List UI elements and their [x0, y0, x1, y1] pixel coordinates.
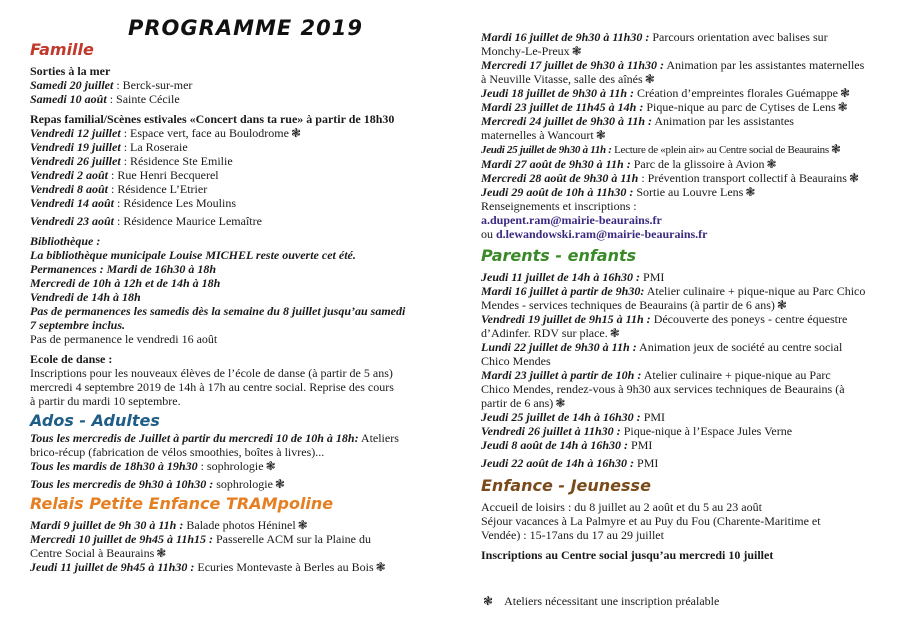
- list-item: Vendredi 26 juillet à 11h30 : Pique-nique à l’Espace Jules Verne: [481, 424, 793, 438]
- flower-mark-icon: ❃: [745, 185, 756, 199]
- list-item: Mercredi 28 août de 9h30 à 11h : Prévention transport collectif à Beaurains ❃: [481, 171, 860, 185]
- list-item: Mardi 23 juillet à partir de 10h : Atelier culinaire + pique-nique au Parc: [481, 368, 831, 382]
- list-item: Jeudi 29 août de 10h à 11h30 : Sortie au Louvre Lens ❃: [481, 185, 756, 199]
- flower-mark-icon: ❃: [483, 594, 494, 608]
- biblio-line: Mercredi de 10h à 12h et de 14h à 18h: [30, 276, 221, 290]
- inscriptions-note: Inscriptions au Centre social jusqu’au mercredi 10 juillet: [481, 548, 774, 562]
- footer-text: Ateliers nécessitant une inscription préalable: [504, 594, 720, 608]
- danse-line: à partir du mardi 10 septembre.: [30, 394, 181, 408]
- section-heading-enfance: Enfance - Jeunesse: [481, 476, 651, 495]
- list-item: Vendredi 8 août : Résidence L’Etrier: [30, 182, 208, 196]
- list-item: Tous les mercredis de 9h30 à 10h30 : sophrologie ❃: [30, 477, 285, 491]
- list-item: Samedi 20 juillet : Berck-sur-mer: [30, 78, 193, 92]
- flower-mark-icon: ❃: [776, 298, 787, 312]
- email-link-2[interactable]: d.lewandowski.ram@mairie-beaurains.fr: [496, 227, 708, 241]
- list-item: Jeudi 25 juillet de 14h à 16h30 : PMI: [481, 410, 666, 424]
- right-column: [481, 30, 873, 562]
- list-item: Vendredi 19 juillet : La Roseraie: [30, 140, 188, 154]
- section-heading-ados: Ados - Adultes: [30, 411, 160, 430]
- flower-mark-icon: ❃: [375, 560, 386, 574]
- flower-mark-icon: ❃: [290, 126, 302, 140]
- list-item: Jeudi 18 juillet de 9h30 à 11h : Création d’empreintes florales Guémappe ❃: [481, 86, 851, 100]
- section-heading-parents: Parents - enfants: [481, 246, 637, 265]
- flower-mark-icon: ❃: [297, 518, 308, 532]
- list-item: Tous les mardis de 18h30 à 19h30 : sophrologie ❃: [30, 459, 276, 473]
- list-item-cont: Mendes - services techniques de Beaurains (à partir de 6 ans) ❃: [481, 298, 787, 312]
- list-item: Jeudi 25 juillet de 9h30 à 11h : Lecture de «plein air» au Centre social de Beaurains ❃: [481, 142, 841, 156]
- list-item: Mardi 23 juillet de 11h45 à 14h : Pique-nique au parc de Cytises de Lens ❃: [481, 100, 848, 114]
- biblio-line: La bibliothèque municipale Louise MICHEL reste ouverte cet été.: [30, 248, 356, 262]
- enfance-line: Accueil de loisirs : du 8 juillet au 2 août et du 5 au 23 août: [481, 500, 762, 514]
- flower-mark-icon: ❃: [848, 171, 860, 185]
- list-item: Vendredi 19 juillet de 9h15 à 11h : Découverte des poneys - centre équestre: [481, 312, 848, 326]
- list-item-cont: maternelles à Wancourt ❃: [481, 128, 606, 142]
- flower-mark-icon: ❃: [156, 546, 167, 560]
- page-title: PROGRAMME 2019: [128, 16, 363, 40]
- flower-mark-icon: ❃: [555, 396, 566, 410]
- list-item: Jeudi 11 juillet de 9h45 à 11h30 : Ecuries Montevaste à Berles au Bois ❃: [30, 560, 386, 574]
- list-item: Mardi 16 juillet de 9h30 à 11h30 : Parcours orientation avec balises sur: [481, 30, 828, 44]
- list-item: Mardi 27 août de 9h30 à 11h : Parc de la glissoire à Avion ❃: [481, 157, 777, 171]
- footer-legend: [481, 594, 719, 609]
- email-line-2: ou d.lewandowski.ram@mairie-beaurains.fr: [481, 227, 708, 241]
- flower-mark-icon: ❃: [837, 100, 848, 114]
- list-item-cont: Centre Social à Beaurains ❃: [30, 546, 167, 560]
- flower-mark-icon: ❃: [609, 326, 620, 340]
- list-item: Vendredi 26 juillet : Résidence Ste Emilie: [30, 154, 233, 168]
- flower-mark-icon: ❃: [644, 72, 655, 86]
- biblio-line: Vendredi de 14h à 18h: [30, 290, 141, 304]
- flower-mark-icon: ❃: [595, 128, 606, 142]
- list-item: Mercredi 10 juillet de 9h45 à 11h15 : Passerelle ACM sur la Plaine du: [30, 532, 371, 546]
- flower-mark-icon: ❃: [839, 86, 851, 100]
- list-item-cont: à Neuville Vitasse, salle des aînés ❃: [481, 72, 655, 86]
- section-heading-famille: Famille: [30, 40, 94, 59]
- contact-label: Renseignements et inscriptions :: [481, 199, 637, 213]
- biblio-heading: Bibliothèque :: [30, 234, 101, 248]
- sorties-heading: Sorties à la mer: [30, 64, 111, 78]
- list-item: Jeudi 8 août de 14h à 16h30 : PMI: [481, 438, 653, 452]
- danse-line: mercredi 4 septembre 2019 de 14h à 17h au centre social. Reprise des cours: [30, 380, 394, 394]
- section-heading-rpe: Relais Petite Enfance TRAMpoline: [30, 494, 334, 513]
- biblio-line: Permanences : Mardi de 16h30 à 18h: [30, 262, 216, 276]
- flower-mark-icon: ❃: [274, 477, 285, 491]
- list-item-cont: brico-récup (fabrication de vélos smoothies, boîtes à livres)...: [30, 445, 325, 459]
- flower-mark-icon: ❃: [766, 157, 777, 171]
- list-item: Mercredi 24 juillet de 9h30 à 11h : Animation par les assistantes: [481, 114, 794, 128]
- list-item: Vendredi 23 août : Résidence Maurice Lemaître: [30, 214, 262, 228]
- list-item: Mercredi 17 juillet de 9h30 à 11h30 : Animation par les assistantes maternelles: [481, 58, 865, 72]
- list-item-cont: Monchy-Le-Preux ❃: [481, 44, 582, 58]
- danse-heading: Ecole de danse :: [30, 352, 113, 366]
- list-item: Mardi 9 juillet de 9h 30 à 11h : Balade photos Héninel ❃: [30, 518, 308, 532]
- enfance-line: Séjour vacances à La Palmyre et au Puy du Fou (Charente-Maritime et: [481, 514, 821, 528]
- biblio-line: Pas de permanences les samedis dès la semaine du 8 juillet jusqu’au samedi: [30, 304, 406, 318]
- flower-mark-icon: ❃: [265, 459, 276, 473]
- list-item: Vendredi 12 juillet : Espace vert, face au Boulodrome ❃: [30, 126, 302, 140]
- list-item: Jeudi 22 août de 14h à 16h30 : PMI: [481, 456, 659, 470]
- biblio-line: 7 septembre inclus.: [30, 318, 125, 332]
- list-item-cont: Chico Mendes, rendez-vous à 9h30 aux services techniques de Beaurains (à: [481, 382, 845, 396]
- list-item: Vendredi 2 août : Rue Henri Becquerel: [30, 168, 219, 182]
- list-item-cont: partir de 6 ans) ❃: [481, 396, 566, 410]
- list-item-cont: d’Adinfer. RDV sur place. ❃: [481, 326, 620, 340]
- list-item: Jeudi 11 juillet de 14h à 16h30 : PMI: [481, 270, 665, 284]
- left-column: [30, 40, 432, 574]
- list-item-cont: Chico Mendes: [481, 354, 551, 368]
- email-link-1[interactable]: a.dupent.ram@mairie-beaurains.fr: [481, 213, 662, 227]
- danse-line: Inscriptions pour les nouveaux élèves de l’école de danse (à partir de 5 ans): [30, 366, 393, 380]
- list-item: Samedi 10 août : Sainte Cécile: [30, 92, 180, 106]
- biblio-note: Pas de permanence le vendredi 16 août: [30, 332, 218, 346]
- repas-heading: Repas familial/Scènes estivales «Concert dans ta rue» à partir de 18h30: [30, 112, 395, 126]
- flower-mark-icon: ❃: [571, 44, 582, 58]
- list-item: Vendredi 14 août : Résidence Les Moulins: [30, 196, 236, 210]
- list-item: Lundi 22 juillet de 9h30 à 11h : Animation jeux de société au centre social: [481, 340, 843, 354]
- enfance-line: Vendée) : 15-17ans du 17 au 29 juillet: [481, 528, 664, 542]
- flower-mark-icon: ❃: [830, 142, 841, 156]
- list-item: Tous les mercredis de Juillet à partir du mercredi 10 de 10h à 18h: Ateliers: [30, 431, 399, 445]
- list-item: Mardi 16 juillet à partir de 9h30: Atelier culinaire + pique-nique au Parc Chico: [481, 284, 866, 298]
